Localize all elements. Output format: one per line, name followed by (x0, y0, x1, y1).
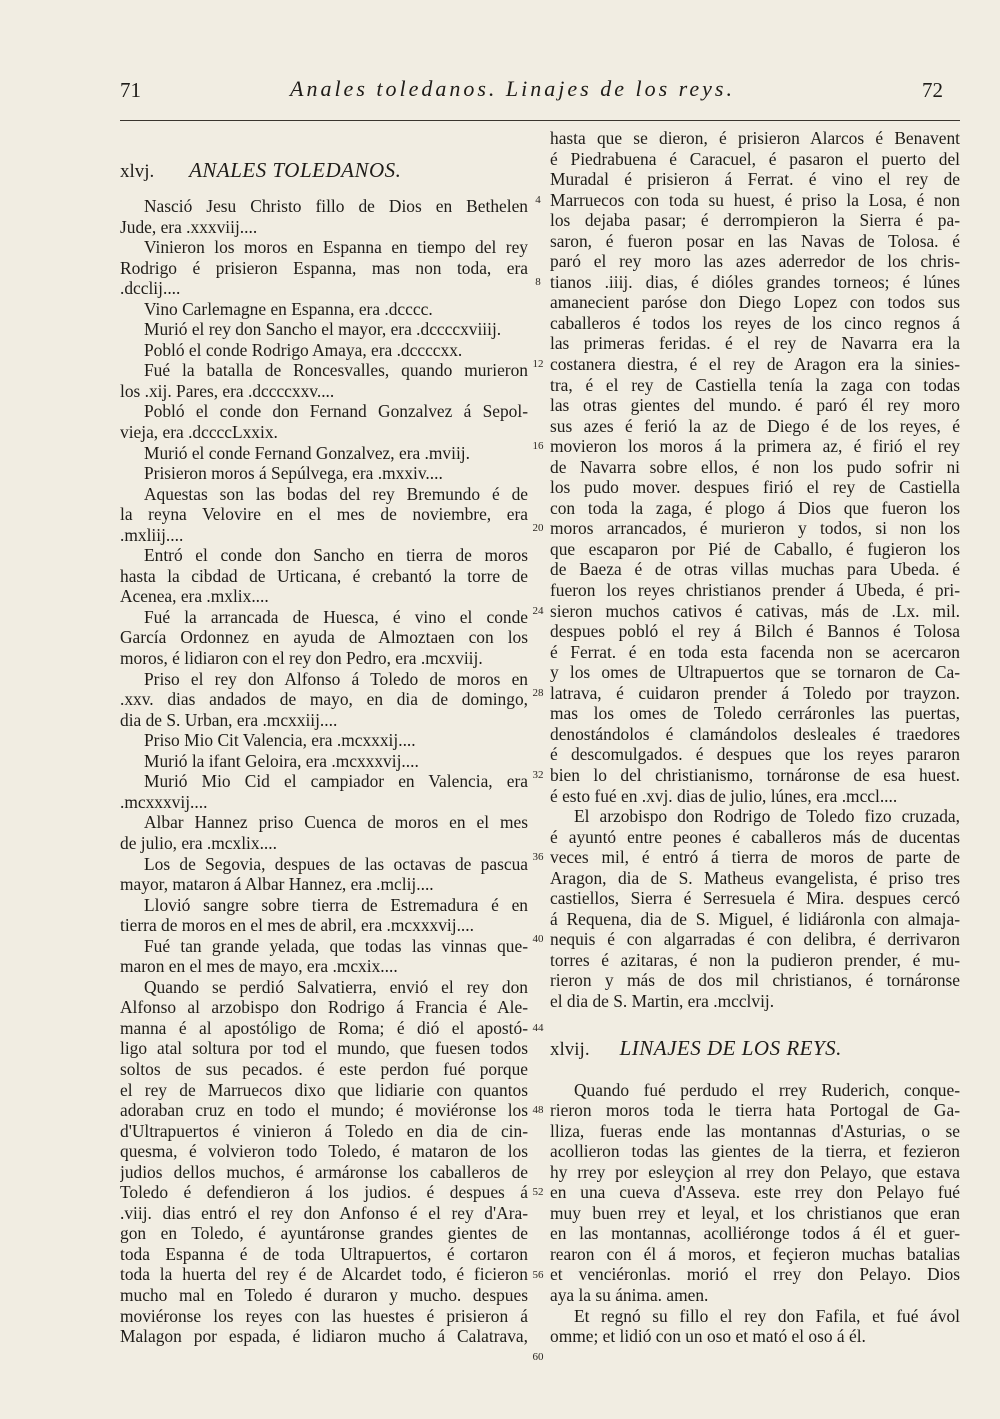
text-line: acollieron todas las gientes de la tierra, et fezieron (550, 1141, 960, 1162)
text-line: d'Ultrapuertos é vinieron á Toledo en dia de cin- (120, 1120, 528, 1141)
text-line: movieron los moros á la primera az, é firió el rey (550, 436, 960, 457)
line-number: 36 (532, 851, 544, 864)
text-line: Llovió sangre sobre tierra de Estremadura é en (144, 894, 528, 915)
line-number: 48 (532, 1104, 544, 1117)
text-line: fueron los reyes christianos prender á Ubeda, é pri- (550, 580, 960, 601)
text-line: Nasció Jesu Christo fillo de Dios en Bethelen (144, 196, 528, 216)
text-line: Albar Hannez priso Cuenca de moros en el mes (144, 812, 528, 833)
line-number: 24 (532, 604, 544, 617)
text-line: .dcclij.... (120, 278, 181, 299)
text-line: sieron muchos cativos é cativas, más de .Lx. mil. (550, 600, 960, 621)
text-line: moros arrancados, é murieron y todos, si non los (550, 518, 960, 539)
text-line: Malagon por espada, é lidiaron mucho á Calatrava, (120, 1326, 528, 1347)
text-line: é Piedrabuena é Caracuel, é pasaron el puerto del (550, 148, 960, 169)
text-line: latrava, é cuidaron prender á Toledo por trayzon. (550, 682, 960, 703)
text-line: omme; et lidió con un oso et mató el oso á él. (550, 1326, 866, 1347)
section-title: ANALES TOLEDANOS. (189, 158, 402, 182)
text-line: amanecient paróse don Diego Lopez con todos sus (550, 292, 960, 313)
text-line: Fué la batalla de Roncesvalles, quando murieron (144, 360, 528, 381)
text-line: dia de S. Urban, era .mcxxiij.... (120, 709, 338, 730)
line-number: 20 (532, 522, 544, 535)
text-line: moros, é lidiaron con el rey don Pedro, era .mcxviij. (120, 648, 483, 669)
text-line: el dia de S. Martin, era .mcclvij. (550, 990, 775, 1011)
text-line: Pobló el conde don Fernand Gonzalvez á Sepol- (144, 401, 528, 422)
text-line: Los de Segovia, despues de las octavas de pascua (144, 853, 528, 874)
text-line: nequis é con algarradas é con delibra, é derrivaron (550, 929, 960, 950)
text-line: sus azes é ferió la az de Diego é de los reyes, é (550, 415, 960, 436)
line-number: 56 (532, 1268, 544, 1281)
text-line: que escaparon por Pié de Caballo, é fugieron los (550, 538, 960, 559)
text-line: de Navarra sobre ellos, é non los pudo sofrir ni (550, 456, 960, 477)
line-number: 52 (532, 1186, 544, 1199)
text-line: é esto fué en .xvj. dias de julio, lúnes, era .mccl.... (550, 785, 898, 806)
section-heading-linajes (550, 1022, 960, 1074)
text-line: veces mil, é entró á tierra de moros de parte de (550, 847, 960, 868)
text-line: las primeras feridas. é el rey de Navarra era la (550, 333, 960, 354)
left-column (120, 128, 528, 1347)
section-title: LINAJES DE LOS REYS. (619, 1035, 842, 1060)
text-line: vieja, era .dccccLxxix. (120, 422, 278, 443)
text-line: Marruecos con toda su huest, é priso la Losa, é non (550, 189, 960, 210)
text-line: .xxv. dias andados de mayo, en dia de domingo, (120, 689, 528, 710)
text-line: los .xij. Pares, era .dccccxxv.... (120, 380, 335, 401)
text-line: Quando se perdió Salvatierra, envió el rey don (144, 976, 528, 997)
text-line: rieron y más de dos mil christianos, é tornáronse (550, 970, 960, 991)
line-number: 44 (532, 1022, 544, 1034)
text-line: paró el rey moro las azes aderredor de los chris- (550, 251, 960, 272)
text-line: en las montannas, acolliéronge todos á él et guer- (550, 1223, 960, 1244)
text-line: tianos .iiij. dias, é dióles grandes torneos; é lúnes (550, 271, 960, 292)
running-header (0, 70, 1000, 110)
text-line: Pobló el conde Rodrigo Amaya, era .dccccxx. (144, 339, 463, 360)
text-line: judios dellos muchos, é armáronse los caballeros de (120, 1161, 528, 1182)
right-column (550, 128, 960, 1347)
page-number-right: 72 (922, 78, 943, 102)
line-number: 8 (535, 275, 541, 288)
line-number: 40 (532, 933, 544, 946)
text-line: bien lo del christianismo, tornáronse de esa huest. (550, 764, 960, 785)
text-line: .mxliij.... (120, 524, 184, 545)
text-line: lliza, fueras ende las montannas d'Asturias, o se (550, 1120, 960, 1141)
text-line: caballeros é todos los reyes de los cinco regnos á (550, 312, 960, 333)
text-line: maron en el mes de mayo, era .mcxix.... (120, 956, 398, 977)
text-line: mucho mal en Toledo é duraron y mucho. despues (120, 1284, 528, 1305)
text-line: .viij. dias entró el rey don Anfonso é el rey d'Ara- (120, 1202, 528, 1223)
text-line: toda la huerta del rey é de Alcardet todo, é ficieron (120, 1264, 528, 1285)
line-number: 12 (532, 358, 544, 371)
text-line: Alfonso al arzobispo don Rodrigo á Francia é Ale- (120, 997, 528, 1018)
text-line: mas los omes de Toledo cerráronles las puertas, (550, 703, 960, 724)
text-line: García Ordonnez en ayuda de Almoztaen con los (120, 627, 528, 648)
line-number: 28 (532, 686, 544, 699)
text-line: á Requena, dia de S. Miguel, é lidiáronla con almaja- (550, 908, 960, 929)
text-line: costanera diestra, é el rey de Aragon era la sinies- (550, 354, 960, 375)
text-line: de Baeza é de otras villas muchas para Ubeda. é (550, 559, 960, 580)
text-line: hasta la cibdad de Urticana, é crebantó la torre de (120, 565, 528, 586)
text-line: Priso el rey don Alfonso á Toledo de moros en (144, 668, 528, 689)
text-line: .mcxxxvij.... (120, 791, 208, 812)
text-line: la reyna Velovire en el mes de noviembre, era (120, 504, 528, 525)
text-line: despues pobló el rey á Bilch é Bannos é Tolosa (550, 621, 960, 642)
text-line: hasta que se dieron, é prisieron Alarcos é Benavent (550, 128, 960, 148)
text-line: Acenea, era .mxlix.... (120, 586, 269, 607)
text-line: aya la su ánima. amen. (550, 1284, 709, 1305)
text-line: los dejaba pasar; é derrompieron la Sierra é pa- (550, 210, 960, 231)
text-line: adoraban cruz en todo el mundo; é moviéronse los (120, 1100, 528, 1121)
line-number: 32 (532, 769, 544, 782)
text-line: torres é azitaras, é non la pudieron prender, é mu- (550, 949, 960, 970)
section-heading-anales (120, 144, 528, 196)
text-line: Aquestas son las bodas del rey Bremundo é de (144, 483, 528, 504)
running-title: Anales toledanos. Linajes de los reys. (290, 76, 735, 101)
text-line: Priso Mio Cit Valencia, era .mcxxxij.... (144, 730, 416, 751)
page-number-left: 71 (120, 78, 141, 102)
text-line: toda Espanna é de toda Ultrapuertos, é cortaron (120, 1243, 528, 1264)
line-number: 60 (532, 1350, 544, 1363)
text-line: Fué la arrancada de Huesca, é vino el conde (144, 606, 528, 627)
text-line: é Ferrat. é en toda esta facenda non se acercaron (550, 641, 960, 662)
text-line: soltos de sus pecados. é este perdon fué porque (120, 1058, 528, 1079)
text-line: mayor, mataron á Albar Hannez, era .mclij.... (120, 874, 434, 895)
text-line: quesma, é volvieron todo Toledo, é mataron de los (120, 1141, 528, 1162)
text-line: tra, é el rey de Castiella tenía la zaga con todas (550, 374, 960, 395)
text-line: gon en Toledo, é ayuntáronse grandes gientes de (120, 1223, 528, 1244)
text-line: en una cueva d'Asseva. este rrey don Pelayo fué (550, 1182, 960, 1203)
text-line: el rey de Marruecos dixo que lidiarie con quantos (120, 1079, 528, 1100)
text-line: Fué tan grande yelada, que todas las vinnas que- (144, 935, 528, 956)
text-line: El arzobispo don Rodrigo de Toledo fizo cruzada, (574, 806, 960, 827)
text-line: manna é al apostóligo de Roma; é dió el apostó- (120, 1017, 528, 1038)
text-line: los pudo mover. despues firió el rey de Castiella (550, 477, 960, 498)
text-line: rieron moros toda le tierra hata Portogal de Ga- (550, 1100, 960, 1121)
text-line: Aragon, dia de S. Matheus evangelista, é priso tres (550, 867, 960, 888)
text-line: Muradal é prisieron á Ferrat. é vino el rey de (550, 169, 960, 190)
text-line: con toda la zaga, é plogo á Dios que fueron los (550, 497, 960, 518)
text-line: Entró el conde don Sancho en tierra de moros (144, 545, 528, 566)
text-line: ligo atal soltura por tod el mundo, que fuesen todos (120, 1038, 528, 1059)
text-line: é ayuntó entre peones é caballeros más de ducentas (550, 826, 960, 847)
text-line: castiellos, Sierra é Serresuela é Mira. despues cercó (550, 888, 960, 909)
text-line: et venciéronlas. morió el rrey don Pelayo. Dios (550, 1264, 960, 1285)
text-line: Toledo é defendieron á los judios. é despues á (120, 1182, 528, 1203)
text-line: de julio, era .mcxlix.... (120, 832, 277, 853)
text-line: Et regnó su fillo el rey don Fafila, et fué ávol (574, 1305, 960, 1326)
text-line: Murió la ifant Geloira, era .mcxxxvij.... (144, 750, 419, 771)
text-line: tierra de moros en el mes de abril, era .mcxxxvij.... (120, 915, 474, 936)
text-line: Murió el rey don Sancho el mayor, era .dccccxviiij. (144, 319, 502, 340)
text-line: Murió el conde Fernand Gonzalvez, era .mviij. (144, 442, 470, 463)
section-number: xlvj. (120, 161, 155, 182)
text-line: Vino Carlemagne en Espanna, era .dcccc. (144, 298, 433, 319)
text-line: Prisieron moros á Sepúlvega, era .mxxiv.... (144, 463, 443, 484)
line-number: 16 (532, 440, 544, 453)
line-number: 4 (535, 193, 541, 206)
text-line: denostándolos é clamándolos desleales é traedores (550, 723, 960, 744)
text-line: Quando fué perdudo el rrey Ruderich, conque- (574, 1079, 960, 1100)
text-line: y los omes de Ultrapuertos que se tornaron de Ca- (550, 662, 960, 683)
section-number: xlvij. (550, 1038, 590, 1060)
text-line: Murió Mio Cid el campiador en Valencia, era (144, 771, 528, 792)
text-line: Rodrigo é prisieron Espanna, mas non toda, era (120, 257, 528, 278)
text-line: hy rrey por esleyçion al rrey don Pelayo, que estava (550, 1161, 960, 1182)
text-line: Jude, era .xxxviij.... (120, 216, 258, 237)
text-line: rearon con él á moros, et feçieron muchas batalias (550, 1243, 960, 1264)
text-line: é descomulgados. é despues que los reyes pararon (550, 744, 960, 765)
text-line: moviéronse los reyes con las huestes é prisieron á (120, 1305, 528, 1326)
text-line: saron, é fueron posar en las Navas de Tolosa. é (550, 230, 960, 251)
text-line: muy buen rrey et leyal, et los christianos que eran (550, 1202, 960, 1223)
header-rule (120, 120, 960, 121)
text-line: Vinieron los moros en Espanna en tiempo del rey (144, 237, 528, 258)
text-line: las otras gientes del mundo. é paró él rey moro (550, 395, 960, 416)
